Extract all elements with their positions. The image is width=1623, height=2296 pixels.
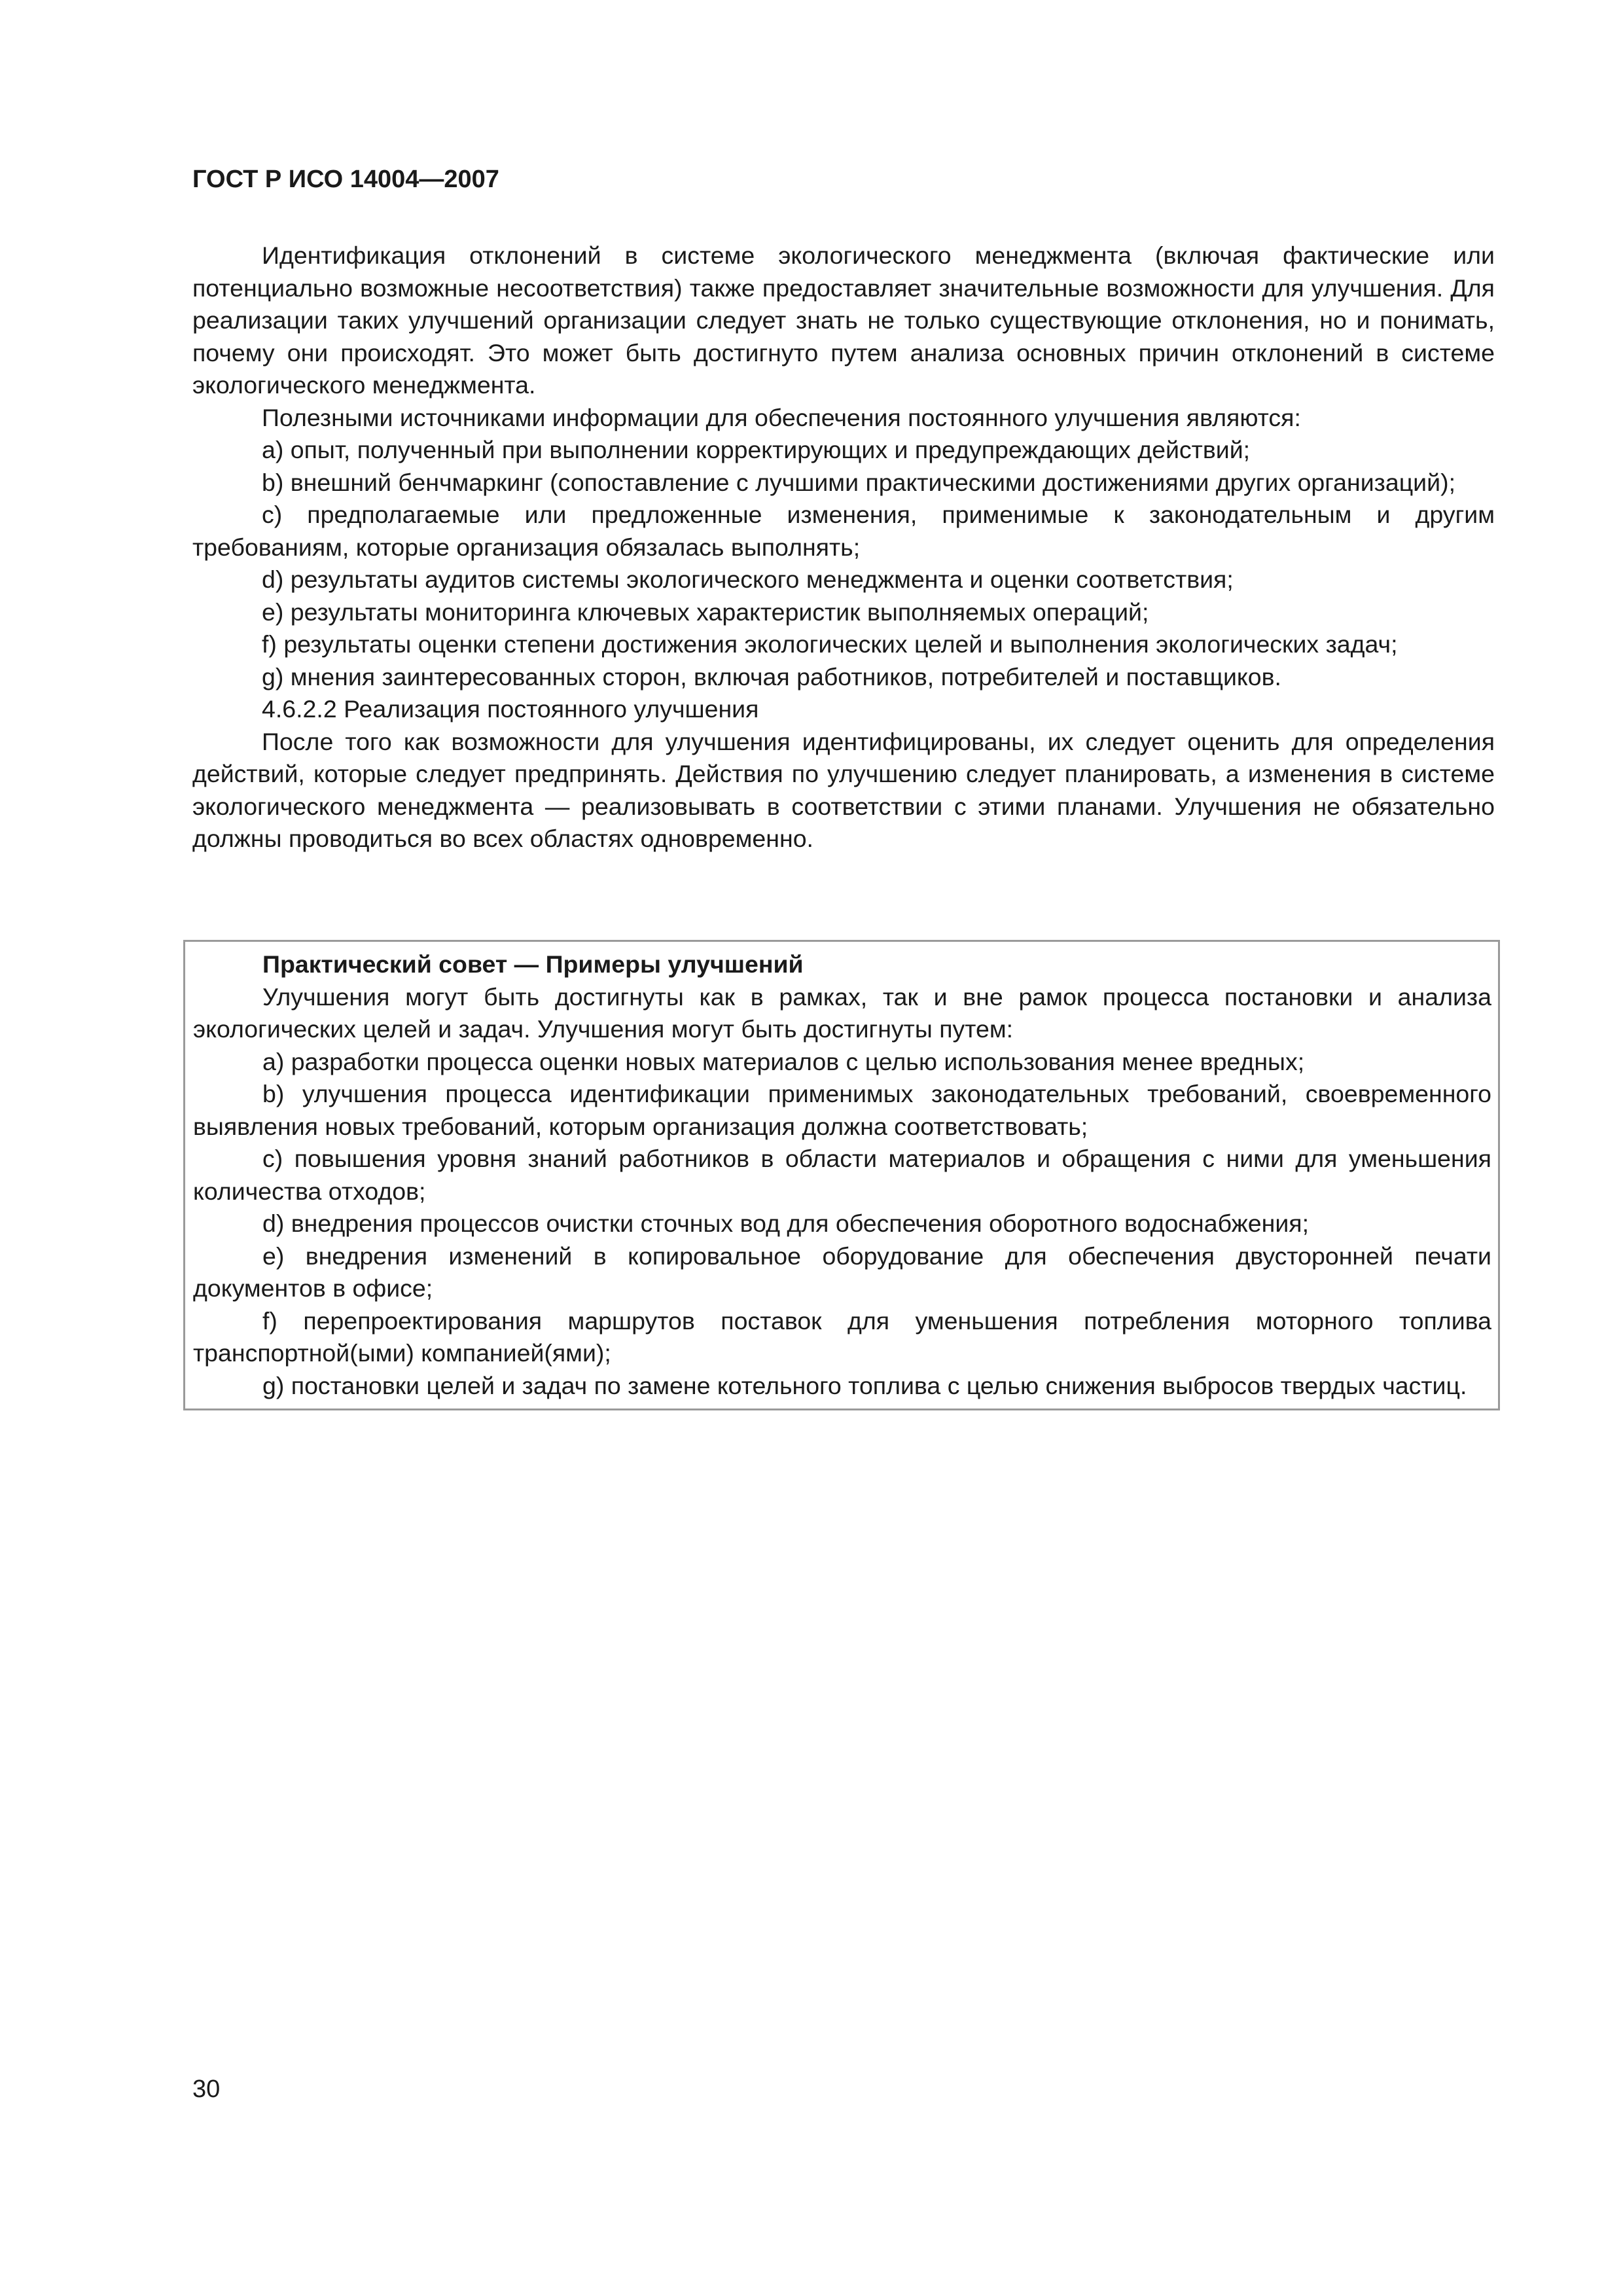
main-text xyxy=(192,240,1495,855)
list-item: f) результаты оценки степени достижения экологических целей и выполнения экологических задач; xyxy=(262,630,1398,658)
list-item: b) улучшения процесса идентификации применимых законодательных требований, своевременного выявления новых требований, которым организация должна соответствовать; xyxy=(193,1080,1491,1140)
list-item: a) разработки процесса оценки новых материалов с целью использования менее вредных; xyxy=(262,1047,1305,1075)
document-header: ГОСТ Р ИСО 14004—2007 xyxy=(192,166,499,193)
tip-title: Практический совет — Примеры улучшений xyxy=(262,950,804,978)
paragraph: Улучшения могут быть достигнуты как в рамках, так и вне рамок процесса постановки и анализа экологических целей и задач. Улучшения могут быть достигнуты путем: xyxy=(193,982,1491,1043)
paragraph: После того как возможности для улучшения идентифицированы, их следует оценить для определения действий, которые следует предпринять. Действия по улучшению следует планировать, а изменения в системе экологического менеджмента — реализовывать в соответствии с этими планами. Улучшения не обязательно должны проводиться во всех областях одновременно. xyxy=(192,727,1495,852)
list-item: g) мнения заинтересованных сторон, включая работников, потребителей и поставщиков. xyxy=(262,662,1281,691)
section-heading: 4.6.2.2 Реализация постоянного улучшения xyxy=(262,695,759,723)
list-item: g) постановки целей и задач по замене котельного топлива с целью снижения выбросов твердых частиц. xyxy=(262,1371,1467,1399)
list-item: b) внешний бенчмаркинг (сопоставление с лучшими практическими достижениями других организаций); xyxy=(262,468,1455,496)
list-item: d) результаты аудитов системы экологического менеджмента и оценки соответствия; xyxy=(262,565,1234,593)
list-item: d) внедрения процессов очистки сточных вод для обеспечения оборотного водоснабжения; xyxy=(262,1210,1310,1237)
list-item: e) внедрения изменений в копировальное оборудование для обеспечения двусторонней печати документов в офисе; xyxy=(193,1242,1491,1302)
practical-tip-box xyxy=(183,940,1500,1410)
list-item: f) перепроектирования маршрутов поставок для уменьшения потребления моторного топлива транспортной(ыми) компанией(ями); xyxy=(193,1306,1491,1367)
page-number: 30 xyxy=(192,2075,221,2103)
list-item: e) результаты мониторинга ключевых характеристик выполняемых операций; xyxy=(262,598,1149,626)
list-item: c) повышения уровня знаний работников в области материалов и обращения с ними для уменьшения количества отходов; xyxy=(193,1145,1491,1205)
list-item: c) предполагаемые или предложенные изменения, применимые к законодательным и другим требованиям, которые организация обязалась выполнять; xyxy=(192,501,1495,561)
list-item: a) опыт, полученный при выполнении корректирующих и предупреждающих действий; xyxy=(262,436,1251,463)
paragraph: Идентификация отклонений в системе экологического менеджмента (включая фактические или потенциально возможные несоответствия) также предоставляет значительные возможности для улучшения. Для реализации таких улучшений организации следует знать не только существующие отклонения, но и понимать, почему они происходят. Это может быть достигнуто путем анализа основных причин отклонений в системе экологического менеджмента. xyxy=(192,242,1495,399)
paragraph: Полезными источниками информации для обеспечения постоянного улучшения являются: xyxy=(262,403,1301,431)
